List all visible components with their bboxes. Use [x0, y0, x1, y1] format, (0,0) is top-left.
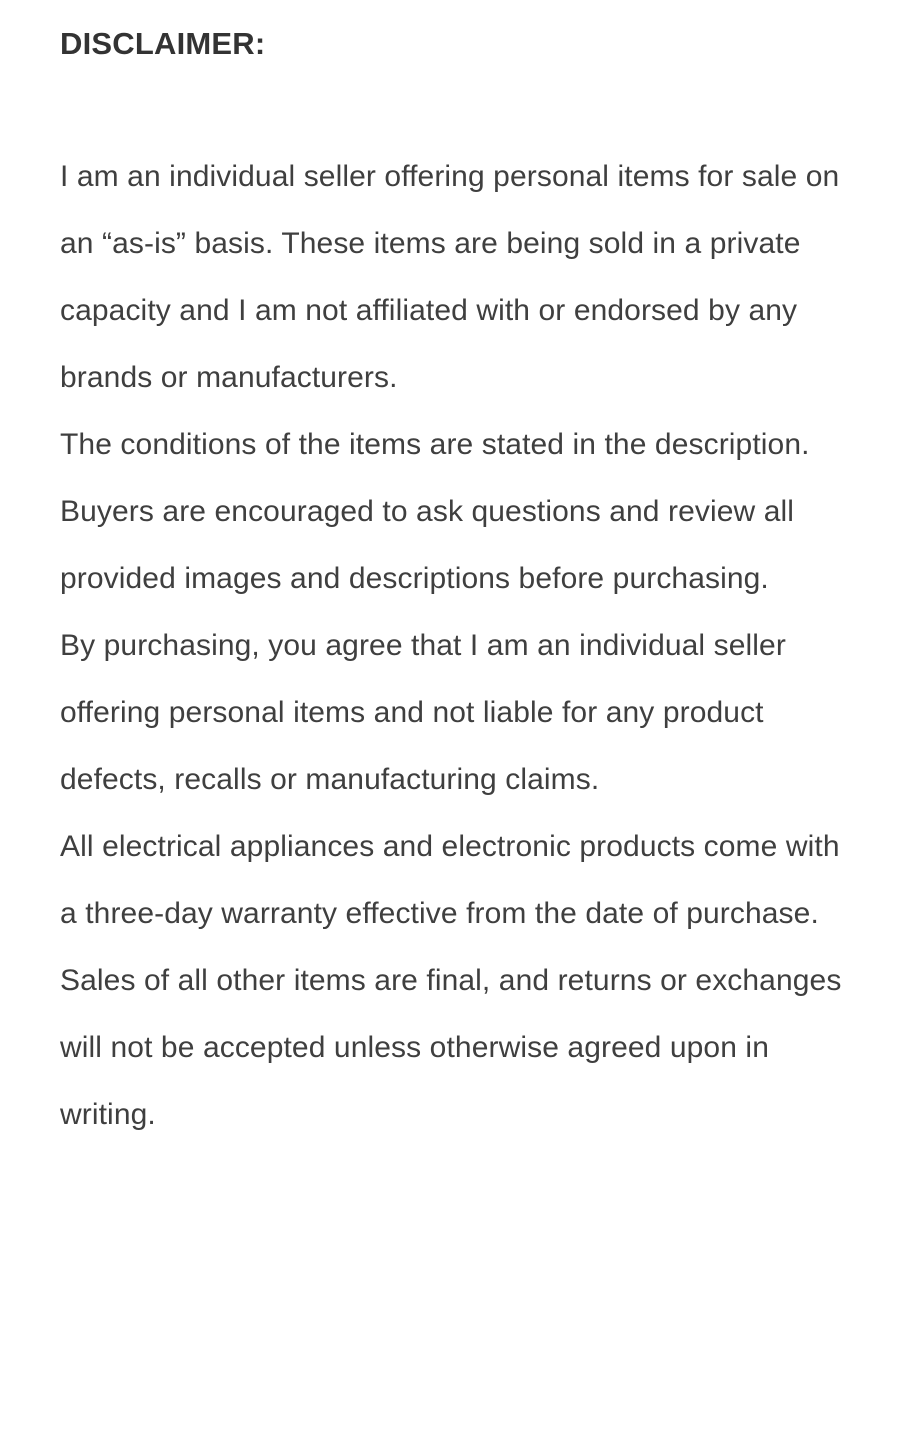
disclaimer-paragraph-2: The conditions of the items are stated in the description. Buyers are encouraged to ask questions and review all provided images and descriptions before purchasing.	[60, 428, 810, 596]
disclaimer-paragraph-3: By purchasing, you agree that I am an individual seller offering personal items and not liable for any product defects, recalls or manufacturing claims.	[60, 629, 786, 797]
disclaimer-paragraph-1: I am an individual seller offering personal items for sale on an “as-is” basis. These items are being sold in a private capacity and I am not affiliated with or endorsed by any brands or manufacturers.	[60, 160, 840, 395]
disclaimer-paragraph-4: All electrical appliances and electronic products come with a three-day warranty effective from the date of purchase. Sales of all other items are final, and returns or exchanges will not be accepted unless otherwise agreed upon in writing.	[60, 830, 842, 1132]
page-title: DISCLAIMER:	[60, 26, 266, 61]
heading-spacer	[60, 65, 846, 143]
